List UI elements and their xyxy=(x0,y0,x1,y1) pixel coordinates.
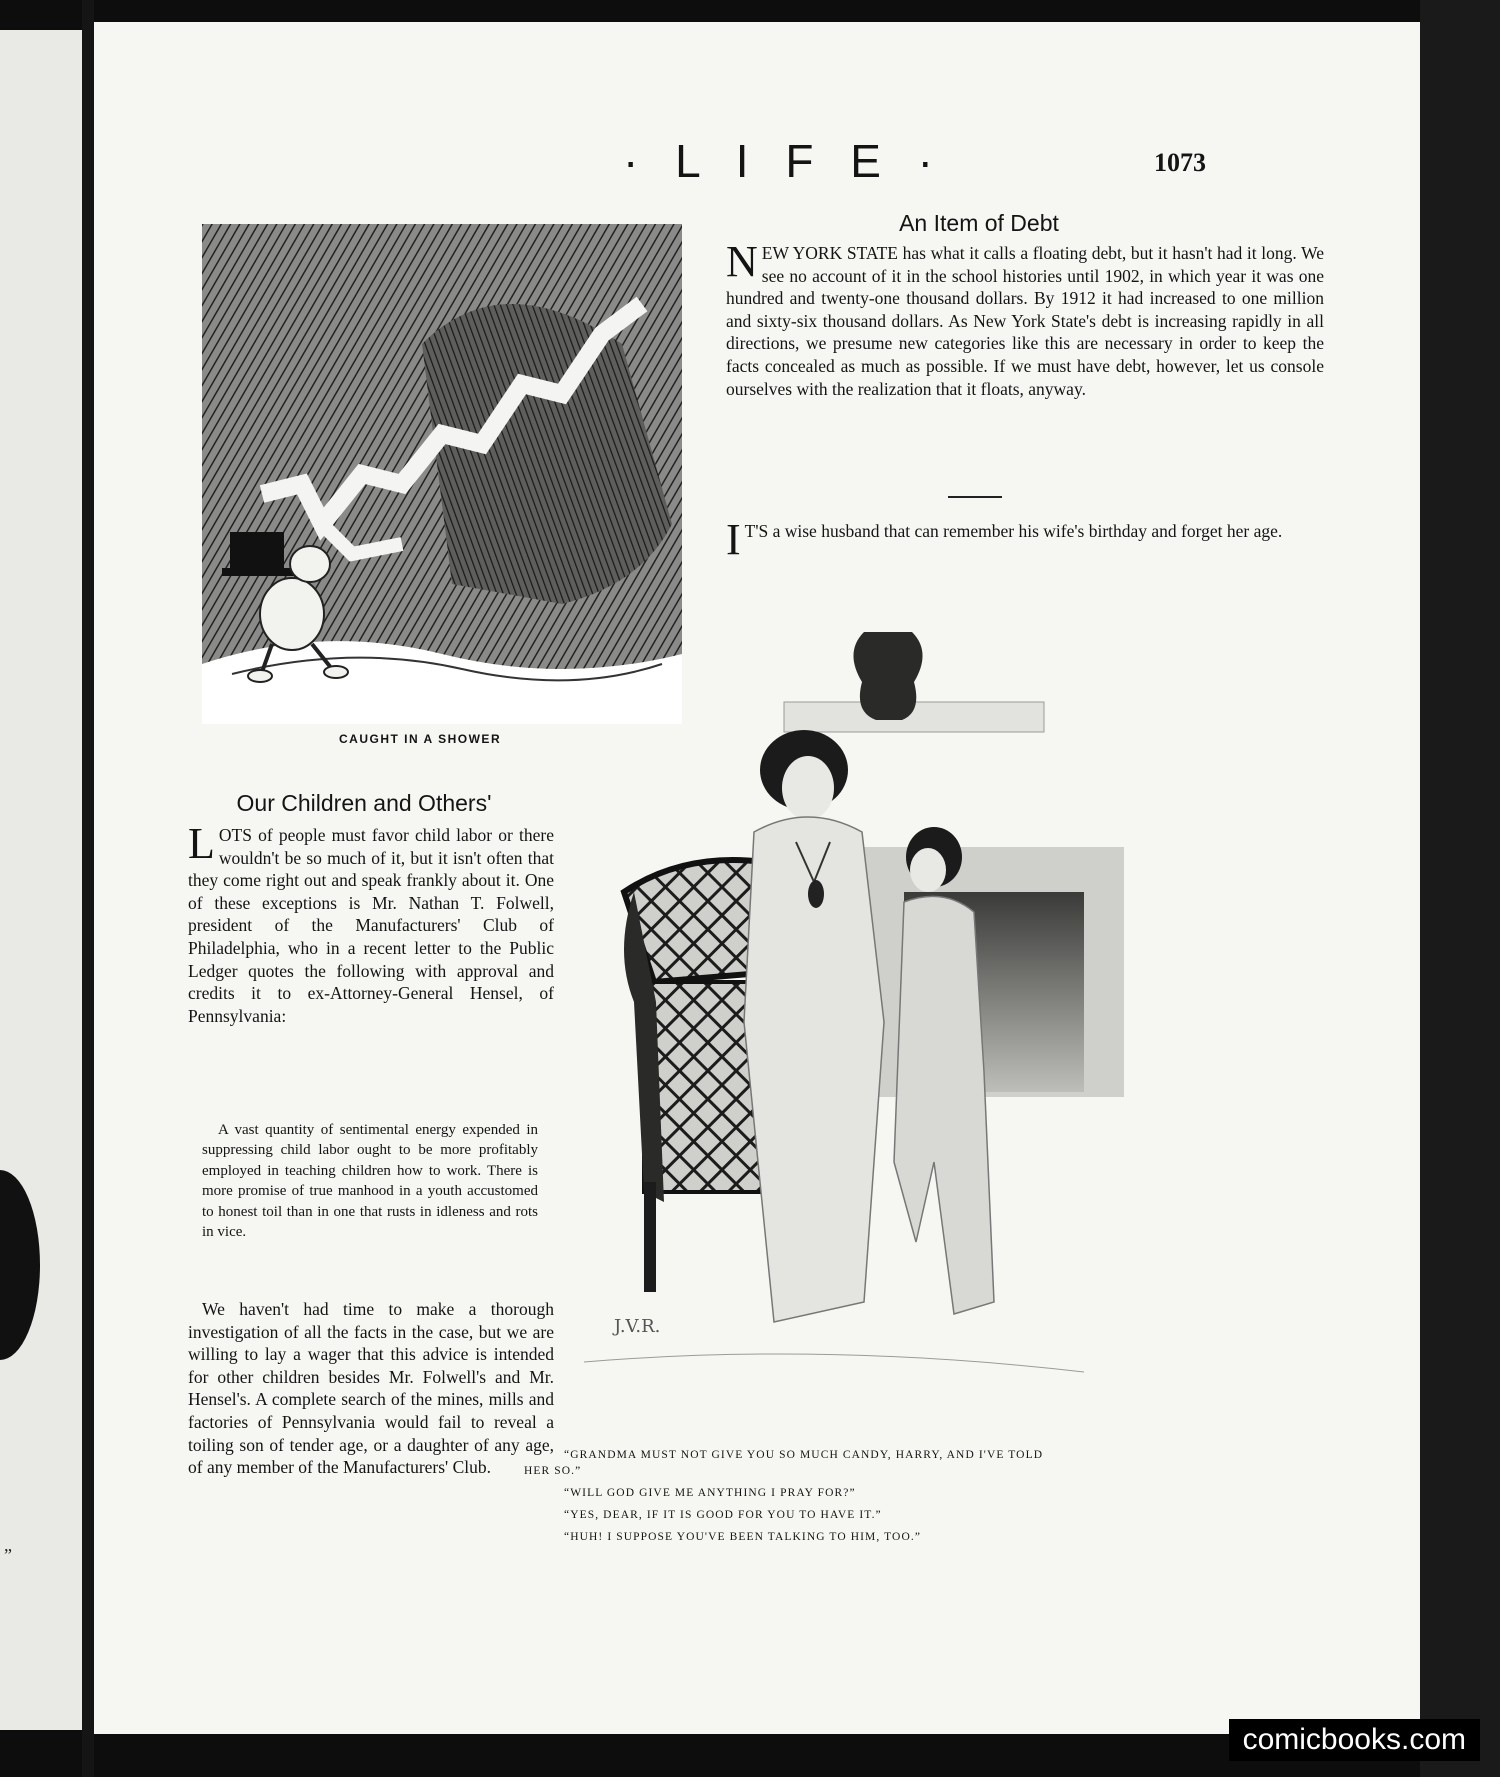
debt-article-heading: An Item of Debt xyxy=(899,210,1059,236)
debt-article-dropcap: N xyxy=(726,237,758,286)
caption-line-2: “WILL GOD GIVE ME ANYTHING I PRAY FOR?” xyxy=(564,1487,856,1499)
cartoon-caption: CAUGHT IN A SHOWER xyxy=(339,732,502,746)
children-article-para1-text: OTS of people must favor child labor or there wouldn't be so much of it, but it isn't often that they come right out and speak frankly about it. One of these exceptions is Mr. Nathan T. Folwell, president of the Manufacturers' Club of Philadelphia, who in a recent letter to the Public Ledger quotes the following with approval and credits it to ex-Attorney-General Hensel, of Pennsylvania: xyxy=(188,825,554,1026)
masthead-title: · L I F E · xyxy=(623,135,945,187)
magazine-page xyxy=(94,22,1420,1734)
debt-article-body xyxy=(726,237,1324,400)
caption-line-1b: HER SO.” xyxy=(524,1465,582,1477)
children-article-dropcap: L xyxy=(188,819,215,868)
husband-note xyxy=(726,515,1324,564)
children-article-para1 xyxy=(188,819,554,1027)
section-divider xyxy=(948,496,1002,498)
left-page-edge xyxy=(0,30,82,1730)
children-article-para2: We haven't had time to make a thorough investigation of all the facts in the case, but we are willing to lay a wager that this advice is intended for other children besides Mr. Folwell's and Mr. Hensel's. A complete search of the mines, mills and factories of Pennsylvania would fail to reveal a toiling son of tender age, or a daughter of any age, of any member of the Manufacturers' Club. xyxy=(188,1299,554,1478)
left-page-illustration-fragment xyxy=(0,1170,40,1360)
artist-signature: J.V.R. xyxy=(614,1316,661,1337)
left-page-mark: ” xyxy=(4,1545,12,1565)
husband-note-dropcap: I xyxy=(726,515,741,564)
debt-article-text: EW YORK STATE has what it calls a floating debt, but it hasn't had it long. We see no account of it in the school histories until 1902, in which year it was one hundred and twenty-one thousand dollars. By 1912 it had increased to one million and sixty-six thousand dollars. As New York State's debt is increasing rapidly in all directions, we presume new categories like this are necessary in order to keep the facts concealed as much as possible. If we must have debt, however, let us console ourselves with the realization that it floats, anyway. xyxy=(726,243,1324,399)
caption-line-3: “YES, DEAR, IF IT IS GOOD FOR YOU TO HAVE IT.” xyxy=(564,1509,882,1521)
husband-note-text: T'S a wise husband that can remember his wife's birthday and forget her age. xyxy=(744,521,1283,541)
illustration-mother-and-child xyxy=(524,602,1144,1422)
caption-line-1: “GRANDMA MUST NOT GIVE YOU SO MUCH CANDY, HARRY, AND I'VE TOLD xyxy=(564,1449,1044,1461)
caption-line-4: “HUH! I SUPPOSE YOU'VE BEEN TALKING TO HIM, TOO.” xyxy=(564,1531,922,1543)
children-article-quote: A vast quantity of sentimental energy expended in suppressing child labor ought to be more profitably employed in teaching children how to work. There is more promise of true manhood in a youth accustomed to honest toil than in one that rusts in idleness and rots in vice. xyxy=(202,1122,538,1241)
site-watermark: comicbooks.com xyxy=(1229,1719,1480,1761)
page-number: 1073 xyxy=(1154,148,1206,177)
book-spine xyxy=(82,0,94,1777)
page-right-shadow xyxy=(1420,0,1500,1777)
illustration-caption xyxy=(524,1444,1324,1548)
children-article-heading: Our Children and Others' xyxy=(236,790,492,816)
